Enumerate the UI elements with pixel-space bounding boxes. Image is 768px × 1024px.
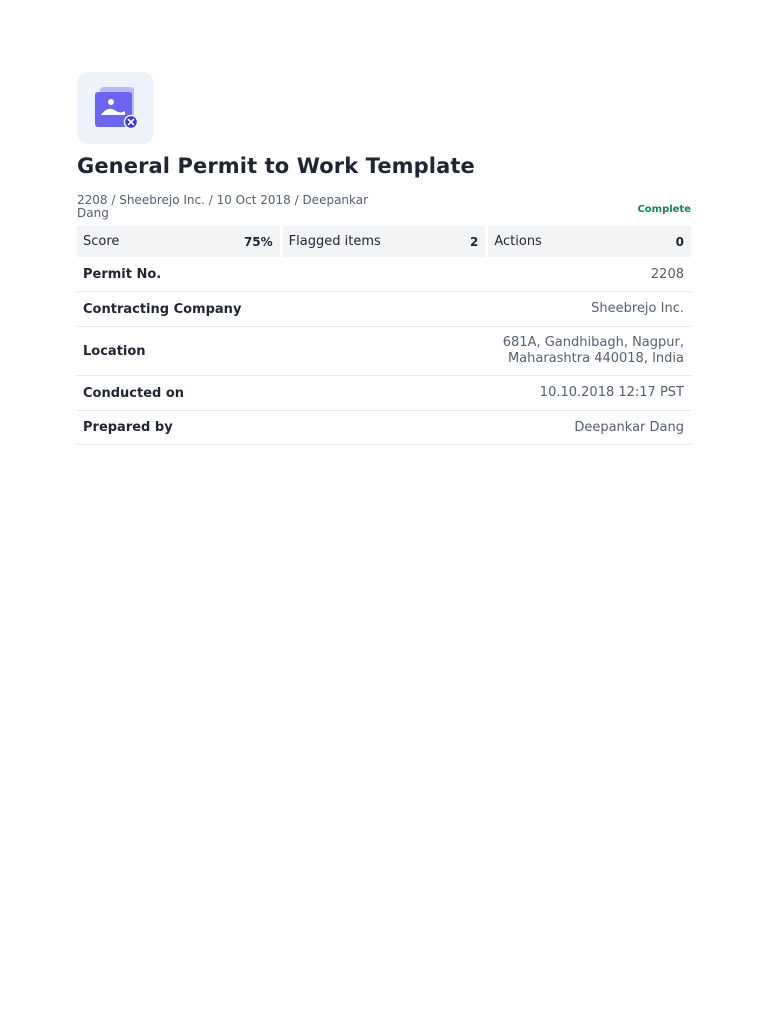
detail-row-prepared-by [77, 411, 691, 445]
document-meta: 2208 / Sheebrejo Inc. / 10 Oct 2018 / Deepankar Dang [77, 193, 369, 220]
summary-flagged-items [283, 226, 486, 257]
summary-score-label: Score [83, 234, 120, 249]
summary-actions [488, 226, 691, 257]
summary-actions-value: 0 [675, 234, 685, 249]
logo-tile [77, 72, 154, 144]
permit-no-value: 2208 [650, 266, 684, 282]
image-placeholder-icon [92, 84, 140, 132]
summary-score-value: 75% [243, 234, 273, 249]
contracting-company-label: Contracting Company [83, 301, 242, 317]
detail-row-permit-no [77, 258, 691, 292]
location-line-1: 681A, Gandhibagh, Nagpur, [502, 335, 684, 350]
location-label: Location [83, 343, 146, 359]
prepared-by-label: Prepared by [83, 420, 173, 435]
status-badge: Complete [637, 204, 691, 215]
location-value [503, 335, 684, 367]
conducted-on-value: 10.10.2018 12:17 PST [539, 385, 684, 400]
permit-no-label: Permit No. [83, 267, 162, 282]
summary-actions-label: Actions [494, 234, 542, 249]
details-table [77, 258, 691, 445]
location-line-2: Maharashtra 440018, India [507, 351, 684, 366]
summary-flagged-value: 2 [469, 234, 479, 249]
detail-row-contracting-company [77, 292, 691, 327]
detail-row-conducted-on [77, 376, 691, 411]
summary-bar [77, 226, 691, 257]
summary-flagged-label: Flagged items [288, 234, 381, 249]
conducted-on-label: Conducted on [83, 385, 185, 401]
contracting-company-value: Sheebrejo Inc. [591, 301, 684, 316]
page-title: General Permit to Work Template [77, 154, 475, 178]
summary-score [77, 226, 280, 257]
prepared-by-value: Deepankar Dang [574, 419, 684, 435]
detail-row-location [77, 327, 691, 376]
